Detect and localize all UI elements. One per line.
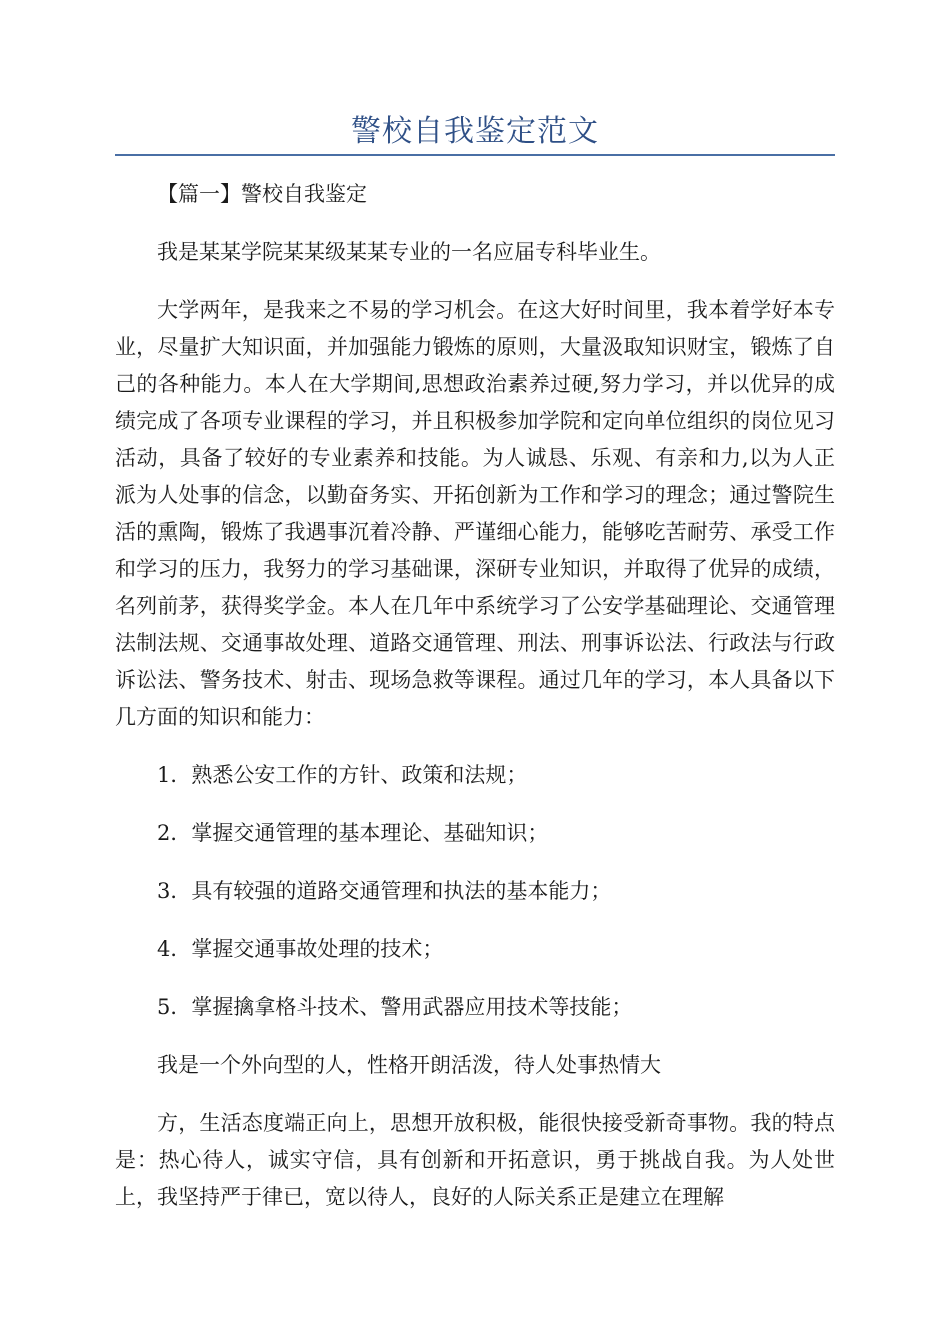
intro-paragraph: 我是某某学院某某级某某专业的一名应届专科毕业生。 xyxy=(157,240,661,264)
list-item: 2．掌握交通管理的基本理论、基础知识； xyxy=(157,821,549,845)
list-item: 1．熟悉公安工作的方针、政策和法规； xyxy=(157,763,528,787)
section-heading: 【篇一】警校自我鉴定 xyxy=(157,182,367,206)
list-item: 4．掌握交通事故处理的技术； xyxy=(157,937,444,961)
document-body xyxy=(115,176,835,1216)
personality-line: 我是一个外向型的人，性格开朗活泼，待人处事热情大 xyxy=(157,1053,661,1077)
closing-paragraph: 方，生活态度端正向上，思想开放积极，能很快接受新奇事物。我的特点是：热心待人，诚实守信，具有创新和开拓意识，勇于挑战自我。为人处世上，我坚持严于律已，宽以待人，良好的人际关系正是建立在理解 xyxy=(115,1111,835,1209)
title-underline xyxy=(115,154,835,156)
body-paragraph: 大学两年，是我来之不易的学习机会。在这大好时间里，我本着学好本专业，尽量扩大知识面，并加强能力锻炼的原则，大量汲取知识财宝，锻炼了自己的各种能力。本人在大学期间,思想政治素养过硬,努力学习，并以优异的成绩完成了各项专业课程的学习，并且积极参加学院和定向单位组织的岗位见习活动，具备了较好的专业素养和技能。为人诚恳、乐观、有亲和力,以为人正派为人处事的信念，以勤奋务实、开拓创新为工作和学习的理念；通过警院生活的熏陶，锻炼了我遇事沉着冷静、严谨细心能力，能够吃苦耐劳、承受工作和学习的压力，我努力的学习基础课，深研专业知识，并取得了优异的成绩，名列前茅，获得奖学金。本人在几年中系统学习了公安学基础理论、交通管理法制法规、交通事故处理、道路交通管理、刑法、刑事诉讼法、行政法与行政诉讼法、警务技术、射击、现场急救等课程。通过几年的学习，本人具备以下几方面的知识和能力： xyxy=(115,298,835,729)
list-item: 5．掌握擒拿格斗技术、警用武器应用技术等技能； xyxy=(157,995,633,1019)
document-title: 警校自我鉴定范文 xyxy=(351,114,599,149)
list-item: 3．具有较强的道路交通管理和执法的基本能力； xyxy=(157,879,612,903)
